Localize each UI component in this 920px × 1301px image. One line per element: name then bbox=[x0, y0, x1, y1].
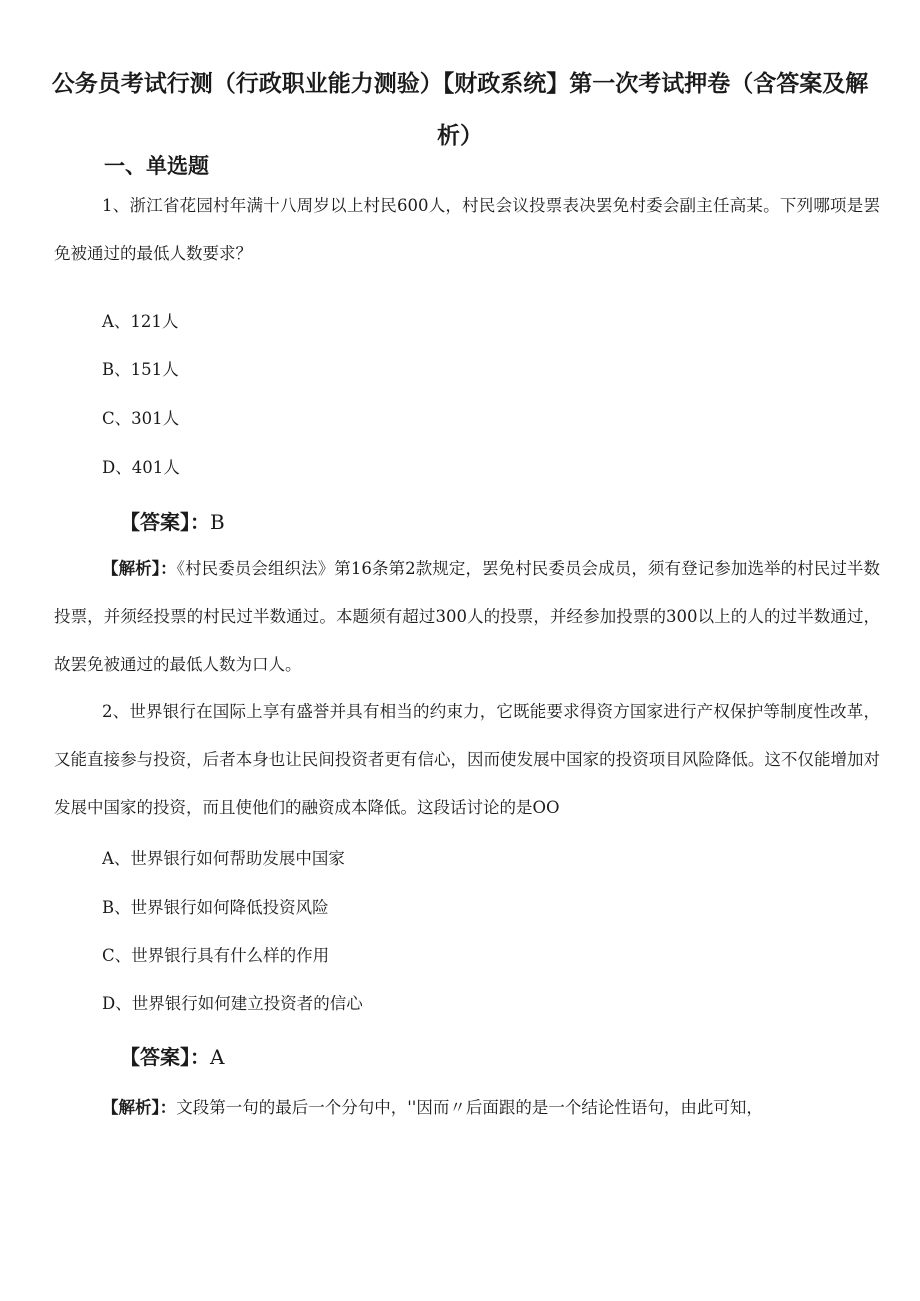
option-2d: D、世界银行如何建立投资者的信心 bbox=[102, 994, 363, 1013]
answer-label: 【答案】： bbox=[120, 510, 210, 534]
answer-2 bbox=[120, 1041, 224, 1070]
explanation-1 bbox=[54, 545, 880, 689]
option-2b: B、世界银行如何降低投资风险 bbox=[102, 898, 329, 917]
option-2a: A、世界银行如何帮助发展中国家 bbox=[102, 849, 345, 868]
explanation-label: 【解析】： bbox=[102, 1098, 177, 1117]
answer-1 bbox=[120, 506, 225, 535]
option-1b: B、151人 bbox=[102, 360, 179, 379]
question-stem-1: 1、浙江省花园村年满十八周岁以上村民600人，村民会议投票表决罢免村委会副主任高某。下列哪项是罢免被通过的最低人数要求？ bbox=[54, 196, 880, 263]
answer-value: B bbox=[210, 510, 225, 534]
explanation-text: 文段第一句的最后一个分句中，''因而〃后面跟的是一个结论性语句，由此可知， bbox=[176, 1098, 763, 1117]
explanation-label: 【解析】： bbox=[102, 559, 177, 578]
option-1d: D、401人 bbox=[102, 458, 180, 477]
explanation-2 bbox=[54, 1084, 880, 1132]
option-2c: C、世界银行具有什么样的作用 bbox=[102, 946, 330, 965]
document-title: 公务员考试行测（行政职业能力测验）【财政系统】第一次考试押卷（含答案及解析） bbox=[51, 71, 869, 149]
section-heading: 一、单选题 bbox=[104, 154, 209, 178]
option-1a: A、121人 bbox=[102, 312, 179, 331]
explanation-text: 《村民委员会组织法》第16条第2款规定，罢免村民委员会成员，须有登记参加选举的村民过半数投票，并须经投票的村民过半数通过。本题须有超过300人的投票，并经参加投票的300以上的人的过半数通过，故罢免被通过的最低人数为口人。 bbox=[54, 559, 881, 674]
question-stem-2: 2、世界银行在国际上享有盛誉并具有相当的约束力，它既能要求得资方国家进行产权保护等制度性改革，又能直接参与投资，后者本身也让民间投资者更有信心，因而使发展中国家的投资项目风险降低。这不仅能增加对发展中国家的投资，而且使他们的融资成本降低。这段话讨论的是OO bbox=[54, 702, 880, 817]
option-1c: C、301人 bbox=[102, 409, 180, 428]
answer-value: A bbox=[210, 1045, 225, 1069]
answer-label: 【答案】： bbox=[120, 1045, 210, 1069]
